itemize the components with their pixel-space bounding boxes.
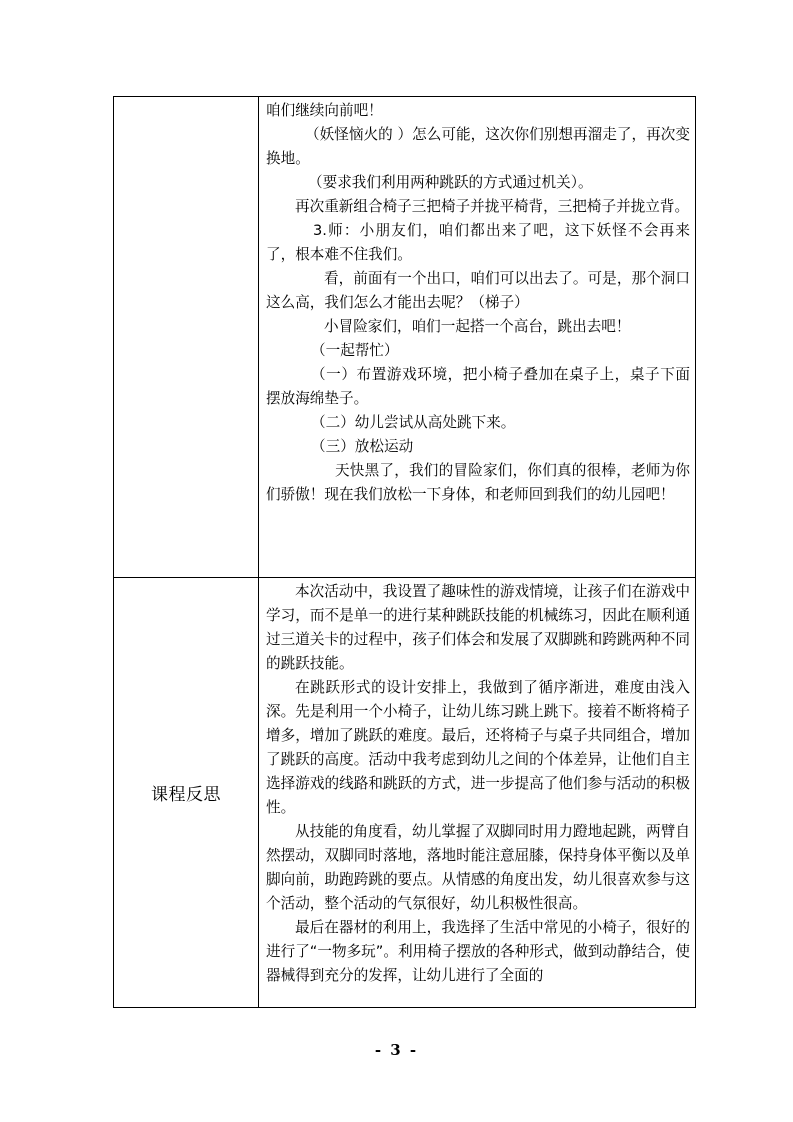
activity-paragraph: （二）幼儿尝试从高处跳下来。 bbox=[311, 414, 516, 431]
empty-label-cell bbox=[114, 97, 259, 578]
activity-paragraph: 咱们继续向前吧！ bbox=[266, 102, 383, 119]
reflection-paragraph: 最后在器材的利用上，我选择了生活中常见的小椅子，很好的进行了“一物多玩”。利用椅子摆放的各种形式，做到动静结合，使器械得到充分的发挥，让幼儿进行了全面的 bbox=[266, 919, 690, 984]
lesson-table bbox=[113, 96, 696, 1008]
activity-paragraph: （妖怪恼火的 ）怎么可能，这次你们别想再溜走了，再次变换地。 bbox=[266, 126, 690, 167]
activity-paragraph: （一）布置游戏环境，把小椅子叠加在桌子上，桌子下面摆放海绵垫子。 bbox=[266, 366, 690, 407]
activity-row bbox=[114, 97, 696, 578]
page-number: - 3 - bbox=[374, 1041, 419, 1059]
reflection-row bbox=[114, 578, 696, 1008]
reflection-paragraph: 从技能的角度看，幼儿掌握了双脚同时用力蹬地起跳，两臂自然摆动，双脚同时落地，落地时能注意屈膝，保持身体平衡以及单脚向前，助跑跨跳的要点。从情感的角度出发，幼儿很喜欢参与这个活动，整个活动的气氛很好，幼儿积极性很高。 bbox=[266, 823, 690, 912]
reflection-content-cell bbox=[259, 578, 696, 1008]
activity-paragraph: 天快黑了，我们的冒险家们，你们真的很棒，老师为你们骄傲！现在我们放松一下身体，和老师回到我们的幼儿园吧！ bbox=[266, 462, 690, 503]
activity-paragraph: （三）放松运动 bbox=[311, 438, 414, 455]
reflection-paragraph: 在跳跃形式的设计安排上，我做到了循序渐进，难度由浅入深。先是利用一个小椅子，让幼儿练习跳上跳下。接着不断将椅子增多，增加了跳跃的难度。最后，还将椅子与桌子共同组合，增加了跳跃的高度。活动中我考虑到幼儿之间的个体差异，让他们自主选择游戏的线路和跳跃的方式，进一步提高了他们参与活动的积极性。 bbox=[266, 679, 690, 816]
activity-content-cell bbox=[259, 97, 696, 578]
activity-paragraph: 小冒险家们，咱们一起搭一个高台，跳出去吧！ bbox=[324, 318, 631, 335]
activity-paragraph: 看，前面有一个出口，咱们可以出去了。可是，那个洞口这么高，我们怎么才能出去呢？（梯子） bbox=[266, 270, 690, 311]
reflection-paragraph: 本次活动中，我设置了趣味性的游戏情境，让孩子们在游戏中学习，而不是单一的进行某种跳跃技能的机械练习，因此在顺利通过三道关卡的过程中，孩子们体会和发展了双脚跳和跨跳两种不同的跳跃技能。 bbox=[266, 583, 690, 672]
activity-paragraph: （要求我们利用两种跳跃的方式通过机关）。 bbox=[308, 174, 593, 191]
activity-paragraph: 3.师：小朋友们，咱们都出来了吧，这下妖怪不会再来了，根本难不住我们。 bbox=[266, 222, 690, 263]
activity-paragraph: 再次重新组合椅子三把椅子并拢平椅背，三把椅子并拢立背。 bbox=[295, 198, 690, 215]
activity-paragraph: （一起帮忙） bbox=[311, 342, 399, 359]
reflection-label: 课程反思 bbox=[114, 578, 259, 1008]
